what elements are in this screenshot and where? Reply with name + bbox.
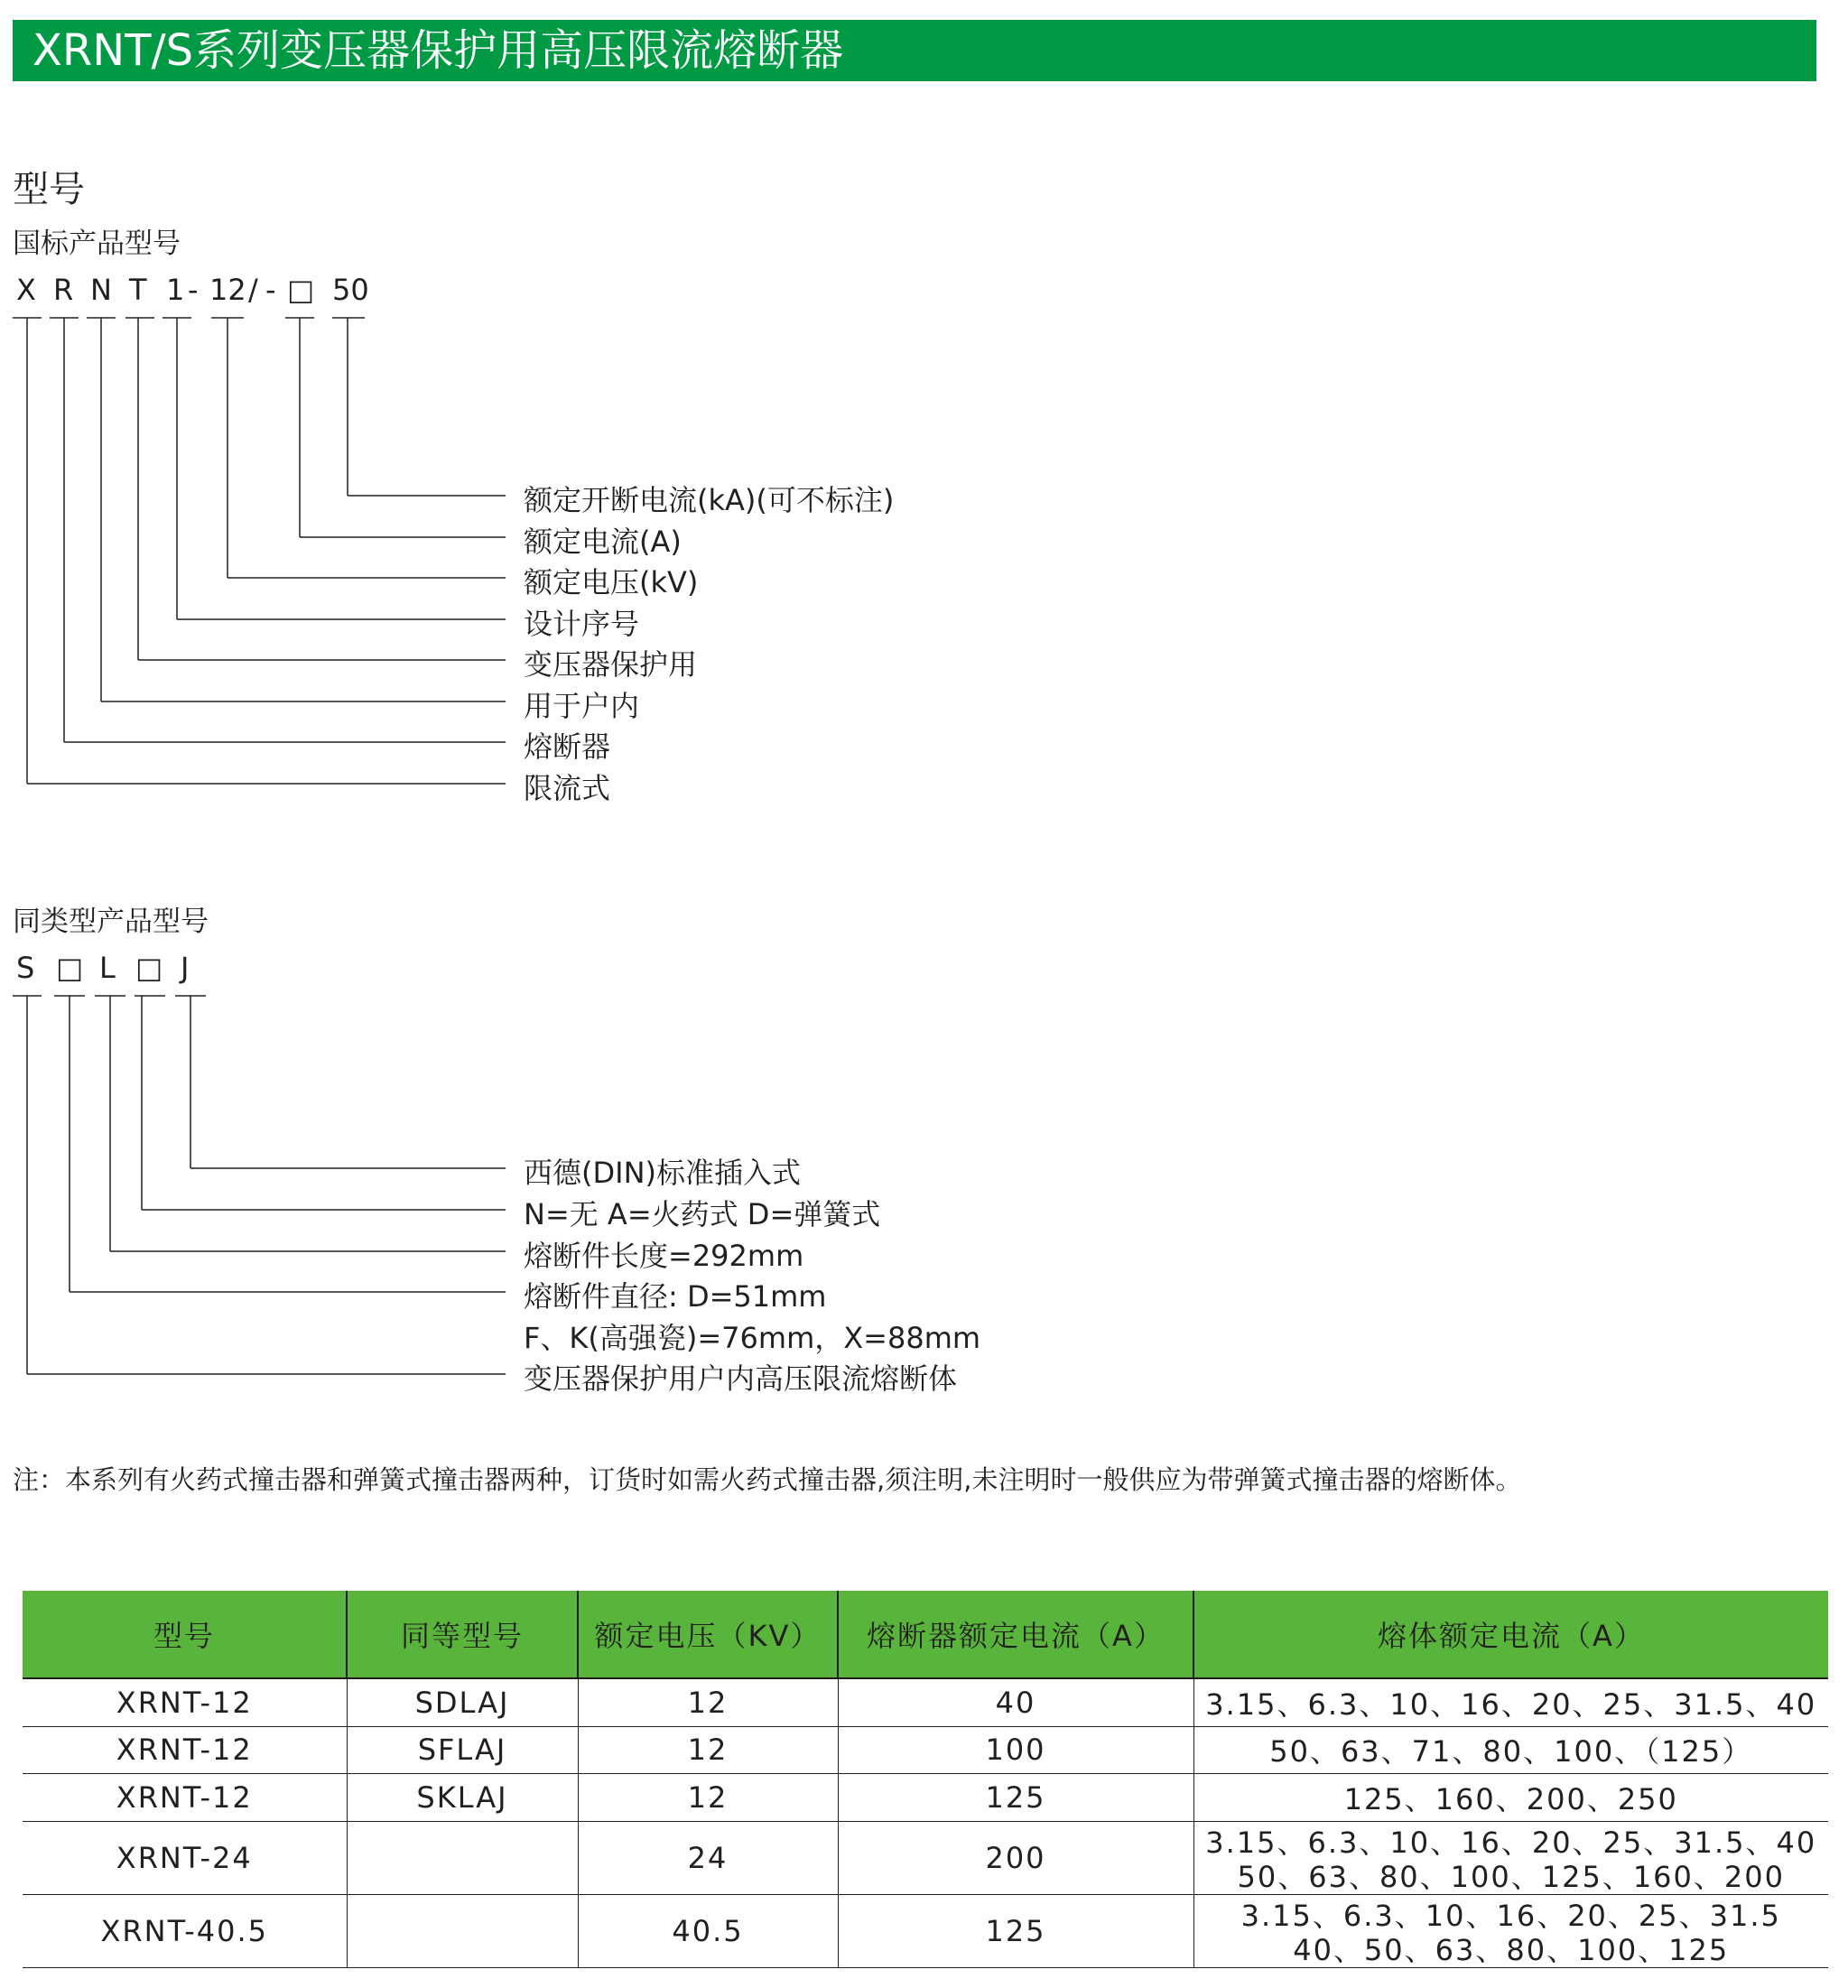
gb-code-r: R [53,273,74,307]
similar-desc-diameter: 熔断件直径: D=51mm [524,1279,827,1314]
cell-equivalent [347,1894,578,1967]
cell-fuse-current: 125 [838,1773,1193,1821]
spec-table [23,1591,1828,1968]
header-fuse-current: 熔断器额定电流（A） [838,1591,1193,1678]
table-row [23,1726,1828,1773]
element-current-line-1: 3.15、6.3、10、16、20、25、31.5 [1240,1898,1781,1933]
cell-fuse-current: 100 [838,1726,1193,1773]
header-rated-voltage: 额定电压（KV） [578,1591,838,1678]
cell-equivalent: SKLAJ [347,1773,578,1821]
cell-model: XRNT-12 [23,1678,347,1726]
gb-code-voltage: 12 [209,273,246,307]
section-heading: 型号 [13,169,85,210]
similar-subheading: 同类型产品型号 [13,906,209,938]
similar-desc-porcelain: F、K(高强瓷)=76mm，X=88mm [524,1321,981,1355]
similar-code-striker-box: □ [135,951,163,985]
cell-equivalent [347,1821,578,1894]
similar-desc-din: 西德(DIN)标准插入式 [524,1156,801,1190]
element-current-line-2: 40、50、63、80、100、125 [1293,1932,1730,1967]
similar-code-s: S [16,951,35,985]
gb-desc-design-seq: 设计序号 [524,607,640,641]
header-equivalent: 同等型号 [347,1591,578,1678]
table-row [23,1678,1828,1726]
gb-subheading: 国标产品型号 [13,228,181,260]
cell-model: XRNT-24 [23,1821,347,1894]
gb-code-dash1: - [188,273,199,307]
gb-code-breaking: 50 [332,273,369,307]
cell-fuse-current: 125 [838,1894,1193,1967]
cell-model: XRNT-40.5 [23,1894,347,1967]
cell-fuse-current: 40 [838,1678,1193,1726]
cell-equivalent: SFLAJ [347,1726,578,1773]
similar-desc-length: 熔断件长度=292mm [524,1239,804,1273]
gb-code-t: T [129,273,147,307]
cell-element-current [1193,1821,1828,1894]
gb-desc-rated-current: 额定电流(A) [524,525,682,559]
cell-voltage: 12 [578,1773,838,1821]
similar-code-j: J [181,951,190,985]
gb-desc-breaking-current: 额定开断电流(kA)(可不标注) [524,483,895,517]
similar-code-diameter-box: □ [56,951,84,985]
cell-voltage: 12 [578,1726,838,1773]
cell-fuse-current: 200 [838,1821,1193,1894]
table-row [23,1894,1828,1967]
table-header-row [23,1591,1828,1678]
cell-element-current: 3.15、6.3、10、16、20、25、31.5、40 [1193,1678,1828,1726]
gb-code-slash: / [248,273,258,307]
page-title: XRNT/S系列变压器保护用高压限流熔断器 [33,25,844,76]
cell-voltage: 40.5 [578,1894,838,1967]
ordering-note: 注：本系列有火药式撞击器和弹簧式撞击器两种，订货时如需火药式撞击器,须注明,未注明时一般供应为带弹簧式撞击器的熔断体。 [13,1464,1522,1495]
gb-desc-transformer: 变压器保护用 [524,647,698,682]
cell-voltage: 24 [578,1821,838,1894]
gb-code-n: N [90,273,112,307]
gb-desc-current-limiting: 限流式 [524,771,611,805]
cell-element-current: 125、160、200、250 [1193,1773,1828,1821]
cell-voltage: 12 [578,1678,838,1726]
cell-element-current [1193,1894,1828,1967]
element-current-line-2: 50、63、80、100、125、160、200 [1237,1859,1785,1894]
gb-code-current-box: □ [287,273,315,307]
cell-model: XRNT-12 [23,1773,347,1821]
gb-code-x: X [16,273,36,307]
table-row [23,1821,1828,1894]
cell-equivalent: SDLAJ [347,1678,578,1726]
gb-desc-indoor: 用于户内 [524,689,640,723]
cell-model: XRNT-12 [23,1726,347,1773]
gb-code-dash2: - [265,273,276,307]
similar-code-l: L [99,951,116,985]
gb-desc-fuse: 熔断器 [524,729,611,764]
table-row [23,1773,1828,1821]
header-element-current: 熔体额定电流（A） [1193,1591,1828,1678]
similar-desc-fuse-body: 变压器保护用户内高压限流熔断体 [524,1361,958,1396]
header-model: 型号 [23,1591,347,1678]
element-current-line-1: 3.15、6.3、10、16、20、25、31.5、40 [1205,1825,1817,1860]
gb-code-seq: 1 [166,273,185,307]
gb-desc-rated-voltage: 额定电压(kV) [524,565,699,599]
cell-element-current: 50、63、71、80、100、（125） [1193,1726,1828,1773]
similar-desc-striker: N=无 A=火药式 D=弹簧式 [524,1197,881,1231]
